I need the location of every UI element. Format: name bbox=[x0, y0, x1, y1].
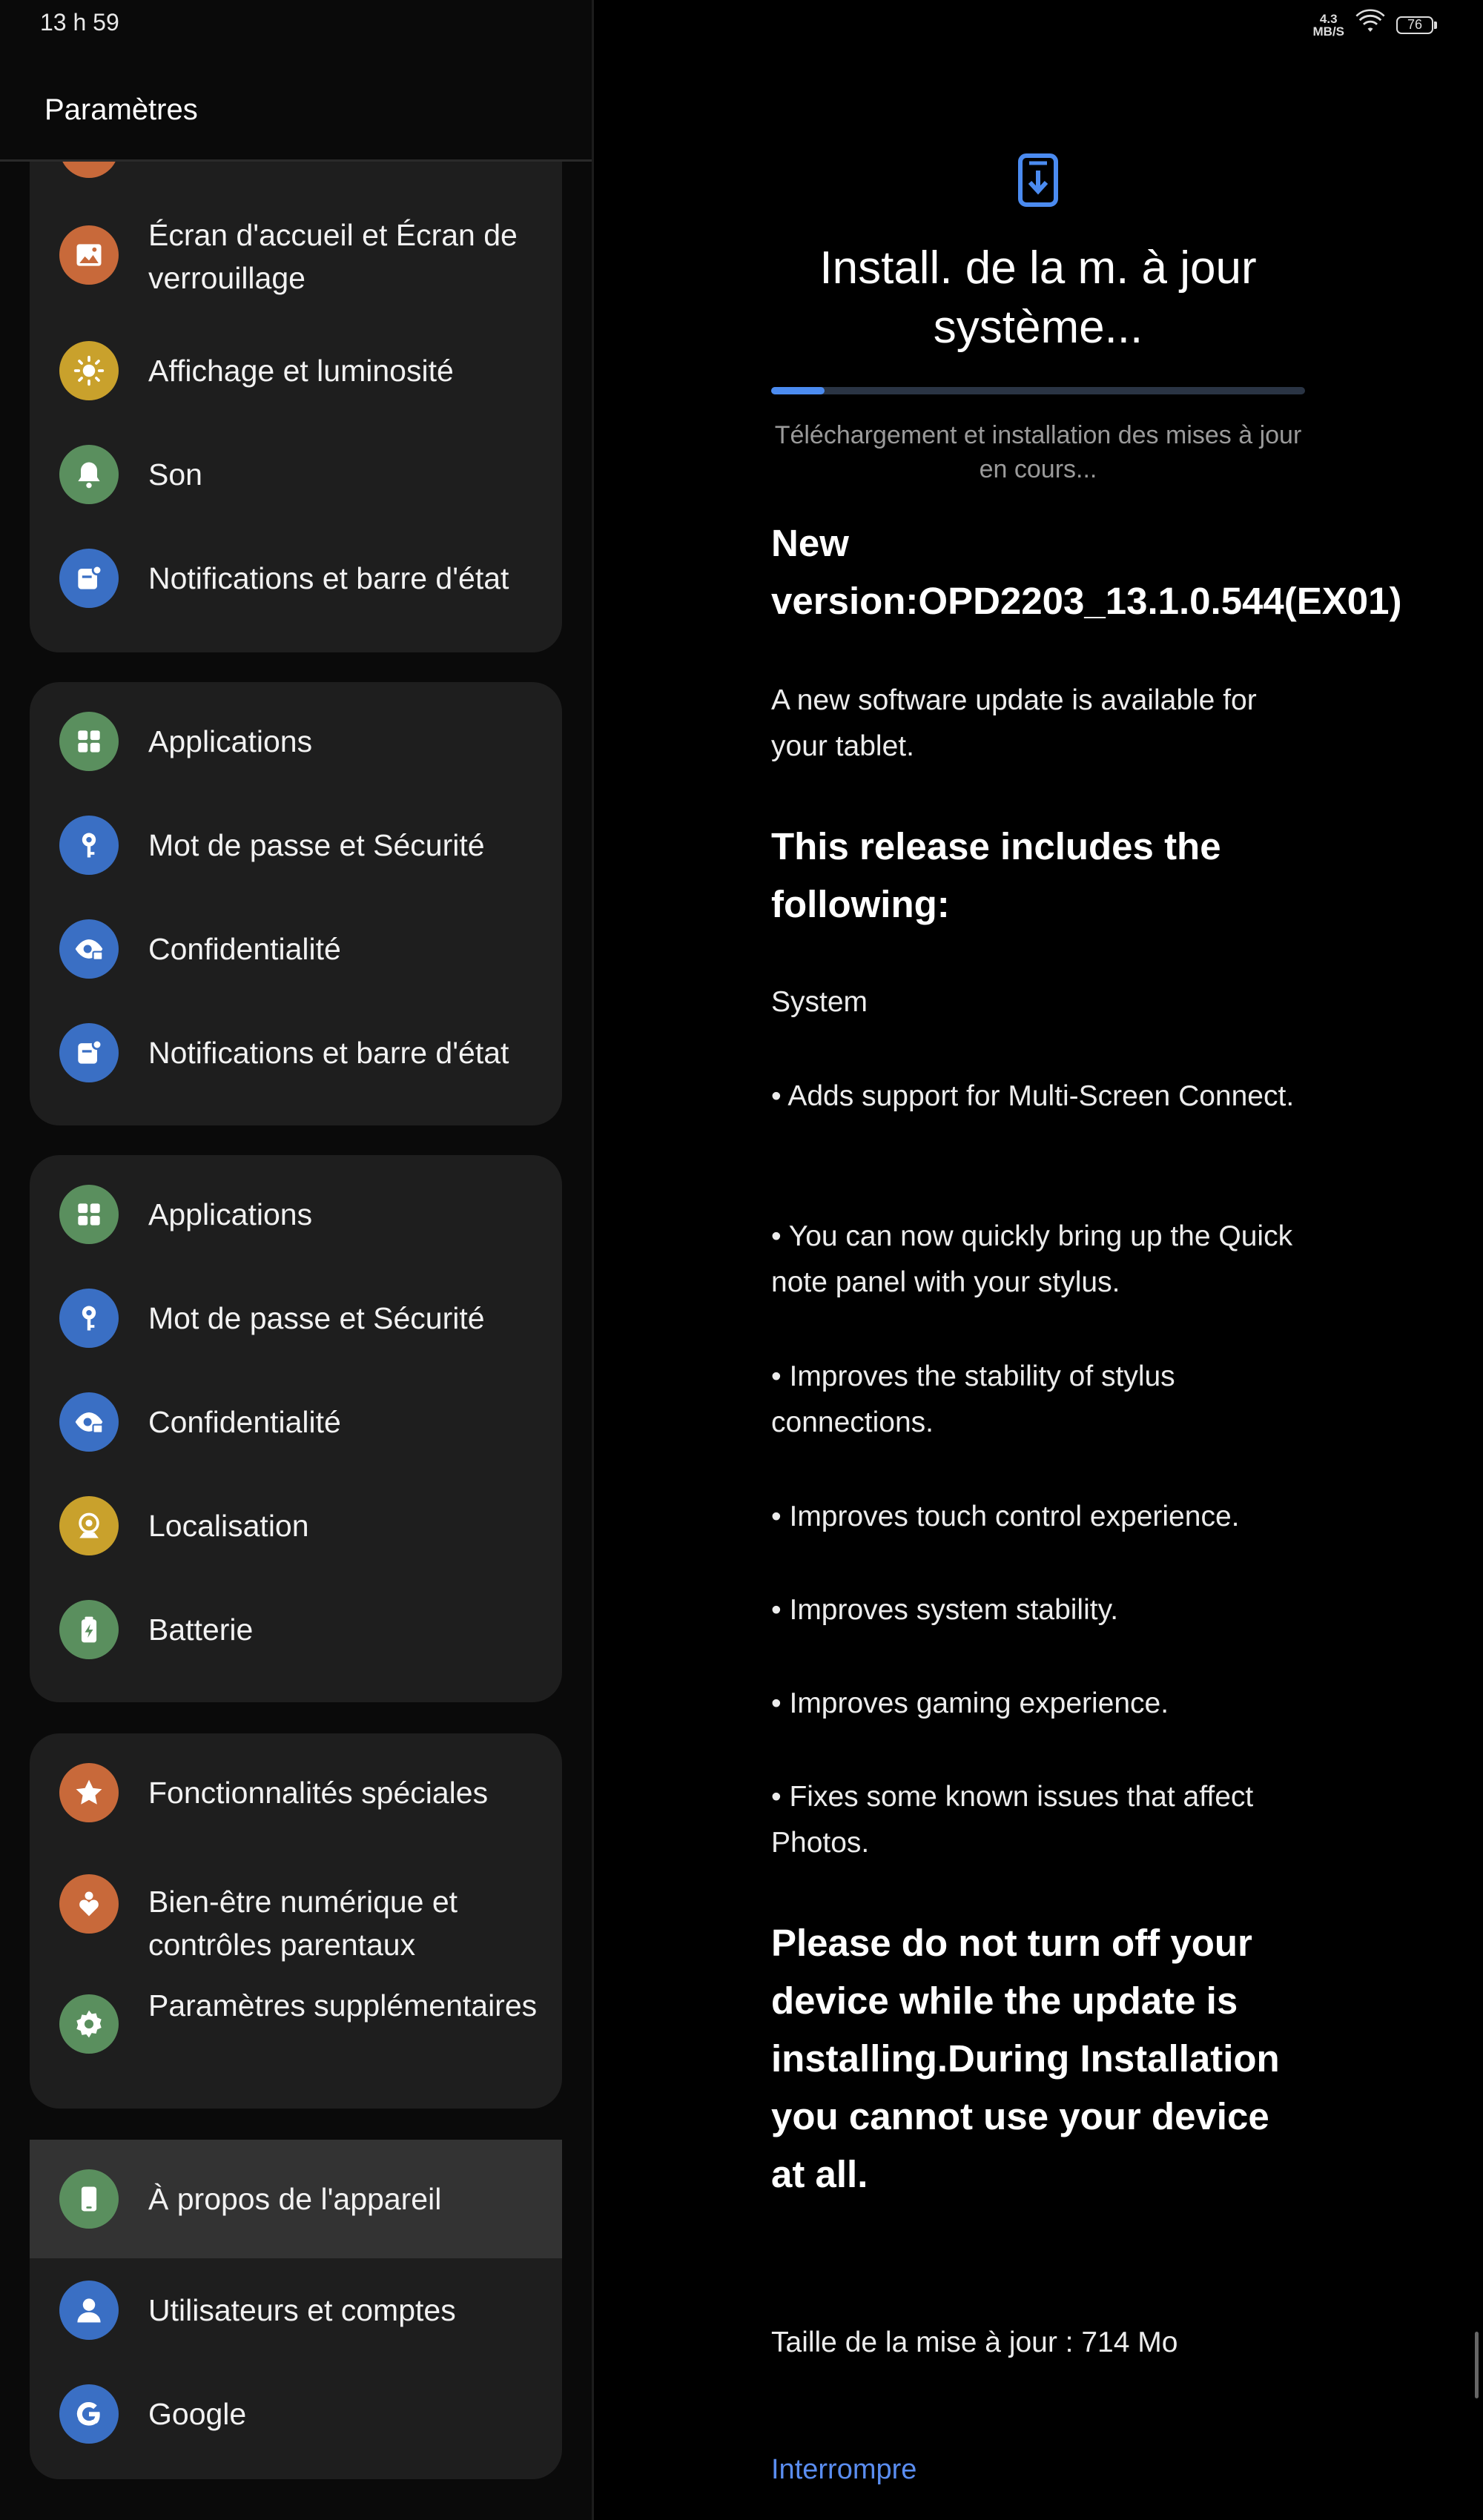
apps-icon bbox=[59, 1185, 119, 1244]
update-title: Install. de la m. à jour système... bbox=[819, 242, 1257, 353]
page-title: Paramètres bbox=[44, 93, 198, 126]
settings-item-about-device[interactable] bbox=[30, 2140, 562, 2258]
settings-header bbox=[0, 0, 592, 162]
update-version: New version:OPD2203_13.1.0.544(EX01) bbox=[771, 522, 1402, 622]
notification-icon bbox=[59, 549, 119, 608]
settings-list-pane[interactable] bbox=[0, 0, 592, 2520]
settings-item-privacy[interactable] bbox=[30, 919, 562, 1001]
settings-item-label: Applications bbox=[148, 1197, 313, 1231]
settings-item-label: Fonctionnalités spéciales bbox=[148, 1776, 489, 1810]
privacy-eye-icon bbox=[59, 1392, 119, 1452]
settings-item-home-lock-screen[interactable] bbox=[30, 208, 562, 304]
update-size: Taille de la mise à jour : 714 Mo bbox=[771, 2326, 1178, 2358]
notification-icon bbox=[59, 1023, 119, 1082]
update-progress-fill bbox=[771, 387, 825, 394]
wifi-icon bbox=[1356, 12, 1384, 38]
release-note-item: • Improves system stability. bbox=[771, 1594, 1119, 1626]
update-progress-bar bbox=[771, 387, 1305, 394]
release-note-item: • Improves the stability of stylus connections. bbox=[771, 1360, 1175, 1438]
settings-item-label: À propos de l'appareil bbox=[148, 2182, 442, 2216]
apps-icon bbox=[59, 712, 119, 771]
scrollbar[interactable] bbox=[1475, 2332, 1479, 2398]
settings-item-special-features[interactable] bbox=[30, 1763, 562, 1845]
image-icon bbox=[59, 225, 119, 285]
settings-item-label: Mot de passe et Sécurité bbox=[148, 1301, 485, 1335]
battery-indicator: 76 bbox=[1396, 16, 1437, 34]
settings-item-label: Localisation bbox=[148, 1509, 309, 1543]
settings-item-location[interactable] bbox=[30, 1496, 562, 1578]
battery-icon bbox=[59, 1600, 119, 1659]
settings-item-label: Utilisateurs et comptes bbox=[148, 2293, 456, 2327]
update-status-text: Téléchargement et installation des mises à jour en cours... bbox=[774, 421, 1302, 483]
settings-item-display-brightness[interactable] bbox=[30, 341, 562, 423]
sun-icon bbox=[59, 341, 119, 400]
network-speed: 4.3 MB/S bbox=[1312, 11, 1344, 39]
settings-group-3 bbox=[30, 1155, 562, 1702]
settings-item-password-security[interactable] bbox=[30, 1289, 562, 1370]
settings-item-applications[interactable] bbox=[30, 1185, 562, 1266]
status-bar-right bbox=[1313, 12, 1438, 38]
settings-item-label: Affichage et luminosité bbox=[148, 354, 454, 388]
user-icon bbox=[59, 2281, 119, 2340]
release-note-item: • Improves gaming experience. bbox=[771, 1687, 1169, 1719]
settings-item-google[interactable] bbox=[30, 2384, 562, 2466]
cancel-update-link[interactable]: Interrompre bbox=[771, 2454, 917, 2485]
settings-item-label: Paramètres supplémentaires bbox=[148, 1988, 538, 2023]
settings-item-label: Écran d'accueil et Écran de verrouillage bbox=[148, 218, 518, 295]
settings-item-battery[interactable] bbox=[30, 1600, 562, 1681]
settings-item-label: Applications bbox=[148, 724, 313, 758]
download-update-icon bbox=[1017, 153, 1059, 208]
key-icon bbox=[59, 1289, 119, 1348]
settings-item-label: Confidentialité bbox=[148, 932, 341, 966]
settings-item-label: Confidentialité bbox=[148, 1405, 341, 1439]
settings-group-2 bbox=[30, 682, 562, 1125]
settings-item-notifications[interactable] bbox=[30, 1023, 562, 1105]
settings-group-4 bbox=[30, 1733, 562, 2109]
release-notes-heading: This release includes the following: bbox=[771, 825, 1221, 925]
release-note-item: • You can now quickly bring up the Quick note panel with your stylus. bbox=[771, 1220, 1293, 1298]
settings-item-label: Notifications et barre d'état bbox=[148, 561, 509, 595]
bell-icon bbox=[59, 445, 119, 504]
release-section-system: System bbox=[771, 986, 868, 1018]
release-note-item: • Adds support for Multi-Screen Connect. bbox=[771, 1080, 1295, 1112]
device-icon bbox=[59, 2169, 119, 2229]
settings-item-label: Google bbox=[148, 2397, 247, 2431]
settings-item-label: Mot de passe et Sécurité bbox=[148, 828, 485, 862]
settings-item-label: Batterie bbox=[148, 1613, 254, 1647]
settings-item-users-accounts[interactable] bbox=[30, 2281, 562, 2362]
settings-item-notifications[interactable] bbox=[30, 549, 562, 630]
settings-item-label: Son bbox=[148, 457, 202, 492]
heart-icon bbox=[59, 1874, 119, 1934]
privacy-eye-icon bbox=[59, 919, 119, 979]
settings-item-additional-settings[interactable] bbox=[30, 1978, 562, 2089]
key-icon bbox=[59, 816, 119, 875]
update-intro: A new software update is available for your tablet. bbox=[771, 684, 1257, 762]
star-icon bbox=[59, 1763, 119, 1822]
gear-icon bbox=[59, 1994, 119, 2054]
settings-group-5 bbox=[30, 2140, 562, 2479]
release-note-item: • Improves touch control experience. bbox=[771, 1501, 1240, 1532]
settings-item-privacy[interactable] bbox=[30, 1392, 562, 1474]
install-warning: Please do not turn off your device while the update is installing.During Installation you cannot use your device at all. bbox=[771, 1922, 1280, 2195]
settings-item-sound[interactable] bbox=[30, 445, 562, 526]
settings-item-label: Notifications et barre d'état bbox=[148, 1036, 509, 1070]
settings-item-digital-wellbeing[interactable] bbox=[30, 1874, 562, 1962]
release-note-item: • Fixes some known issues that affect Photos. bbox=[771, 1781, 1254, 1859]
location-icon bbox=[59, 1496, 119, 1555]
status-time: 13 h 59 bbox=[40, 9, 119, 36]
settings-group-1 bbox=[30, 111, 562, 652]
google-icon bbox=[59, 2384, 119, 2444]
settings-item-password-security[interactable] bbox=[30, 816, 562, 897]
pane-divider[interactable] bbox=[592, 0, 594, 2520]
settings-item-applications[interactable] bbox=[30, 712, 562, 793]
settings-item-label: Bien-être numérique et contrôles parentaux bbox=[148, 1885, 458, 1962]
